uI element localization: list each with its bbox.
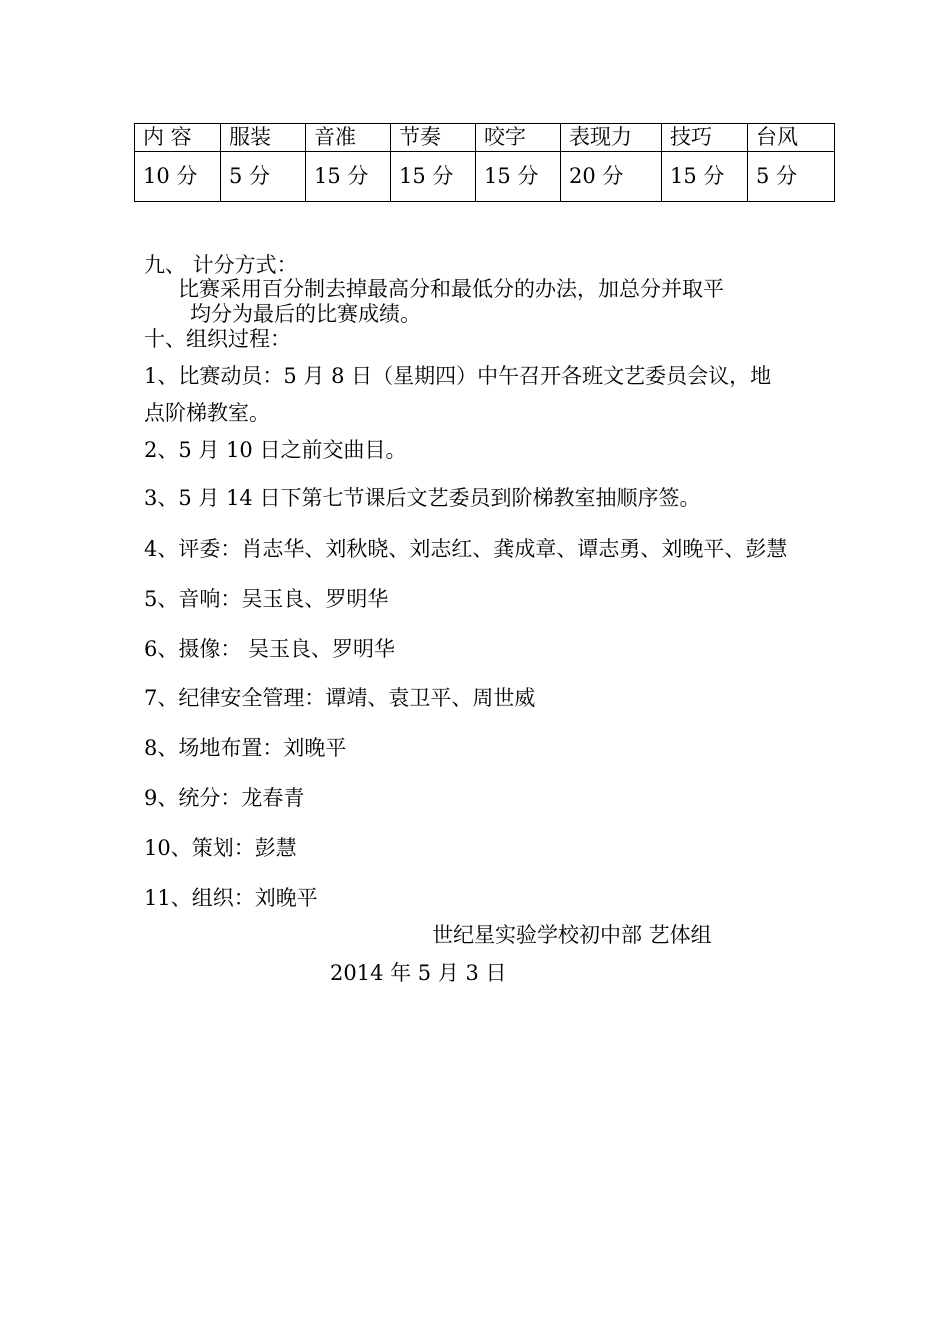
table-cell: 5 分 — [221, 152, 306, 202]
table-header-cell: 音准 — [306, 124, 391, 152]
table-header-cell: 表现力 — [561, 124, 662, 152]
table-header-cell: 咬字 — [476, 124, 561, 152]
list-item: 8、场地布置：刘晚平 — [144, 736, 347, 760]
list-item: 6、摄像： 吴玉良、罗明华 — [144, 637, 396, 661]
list-item: 1、比赛动员：5 月 8 日（星期四）中午召开各班文艺委员会议，地 — [144, 364, 772, 388]
section-9-body-line2: 均分为最后的比赛成绩。 — [190, 302, 421, 326]
table-cell: 15 分 — [662, 152, 748, 202]
list-item: 7、纪律安全管理：谭靖、袁卫平、周世威 — [144, 686, 536, 710]
table-cell: 5 分 — [748, 152, 835, 202]
list-item: 10、策划：彭慧 — [144, 836, 297, 860]
table-header-cell: 内 容 — [135, 124, 221, 152]
table-cell: 10 分 — [135, 152, 221, 202]
table-row — [135, 152, 835, 202]
table-header-cell: 技巧 — [662, 124, 748, 152]
list-item: 4、评委：肖志华、刘秋晓、刘志红、龚成章、谭志勇、刘晚平、彭慧 — [144, 537, 788, 561]
score-table — [134, 123, 835, 202]
table-cell: 20 分 — [561, 152, 662, 202]
table-cell: 15 分 — [306, 152, 391, 202]
signature-org: 世纪星实验学校初中部 艺体组 — [432, 923, 712, 947]
list-item: 9、统分：龙春青 — [144, 786, 305, 810]
section-9-heading: 九、 计分方式： — [144, 253, 298, 277]
list-item: 5、音响：吴玉良、罗明华 — [144, 587, 389, 611]
list-item: 点阶梯教室。 — [144, 401, 270, 425]
section-10-heading: 十、组织过程： — [144, 327, 291, 351]
list-item: 3、5 月 14 日下第七节课后文艺委员到阶梯教室抽顺序签。 — [144, 486, 701, 510]
list-item: 11、组织：刘晚平 — [144, 886, 318, 910]
signature-date: 2014 年 5 月 3 日 — [330, 961, 507, 985]
table-header-cell: 服装 — [221, 124, 306, 152]
list-item: 2、5 月 10 日之前交曲目。 — [144, 438, 407, 462]
table-cell: 15 分 — [476, 152, 561, 202]
table-header-cell: 台风 — [748, 124, 835, 152]
table-cell: 15 分 — [391, 152, 476, 202]
section-9-body-line1: 比赛采用百分制去掉最高分和最低分的办法，加总分并取平 — [178, 277, 724, 301]
table-header-cell: 节奏 — [391, 124, 476, 152]
table-header-row — [135, 124, 835, 152]
